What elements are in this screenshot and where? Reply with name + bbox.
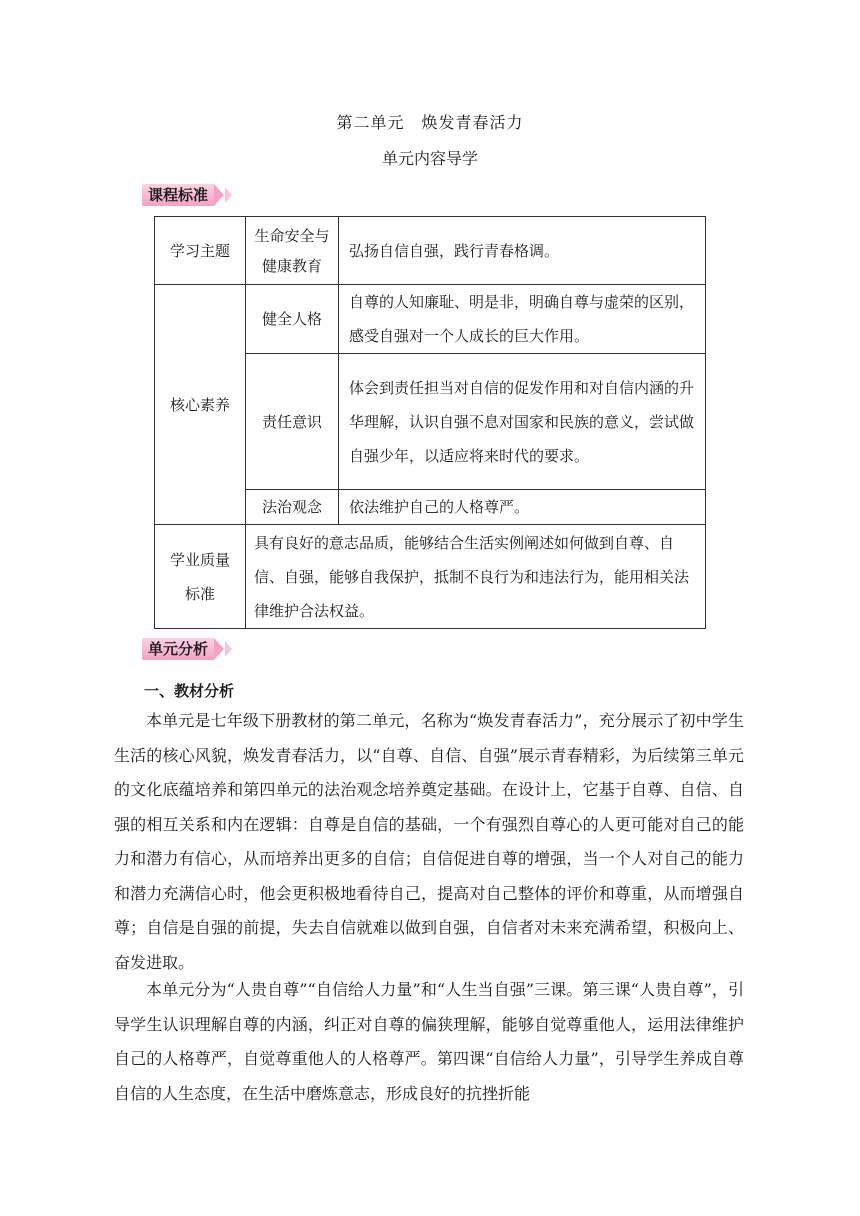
table-row (155, 217, 706, 285)
body-paragraph: 本单元是七年级下册教材的第二单元，名称为“焕发青春活力”，充分展示了初中学生生活的核心风貌，焕发青春活力，以“自尊、自信、自强”展示青春精彩，为后续第三单元的文化底蕴培养和第四单元的法治观念培养奠定基础。在设计上，它基于自尊、自信、自强的相互关系和内在逻辑：自尊是自信的基础，一个有强烈自尊心的人更可能对自己的能力和潜力有信心，从而培养出更多的自信；自信促进自尊的增强，当一个人对自己的能力和潜力充满信心时，他会更积极地看待自己，提高对自己整体的评价和尊重，从而增强自尊；自信是自强的前提，失去自信就难以做到自强，自信者对未来充满希望，积极向上、奋发进取。 (114, 711, 744, 972)
page-subtitle: 单元内容导学 (381, 149, 478, 168)
table-cell: 自尊的人知廉耻、明是非，明确自尊与虚荣的区别，感受自强对一个人成长的巨大作用。 (339, 285, 706, 354)
table-cell: 学业质量标准 (155, 525, 246, 629)
section-tag-label: 单元分析 (142, 638, 214, 660)
table-cell: 学习主题 (155, 217, 246, 285)
unit-title: 第二单元 焕发青春活力 (336, 113, 524, 132)
table-cell: 法治观念 (246, 490, 339, 525)
section-heading: 一、教材分析 (144, 682, 235, 700)
tag-arrow-icon (225, 641, 232, 657)
table-cell: 责任意识 (246, 354, 339, 490)
section-tag-analysis (142, 636, 232, 662)
table-cell: 具有良好的意志品质，能够结合生活实例阐述如何做到自尊、自信、自强，能够自我保护，抵制不良行为和违法行为，能用相关法律维护合法权益。 (246, 525, 706, 629)
table-cell: 体会到责任担当对自信的促发作用和对自信内涵的升华理解，认识自强不息对国家和民族的意义，尝试做自强少年，以适应将来时代的要求。 (339, 354, 706, 490)
table-cell: 生命安全与健康教育 (246, 217, 339, 285)
section-tag-standards (142, 182, 232, 208)
body-paragraph: 本单元分为“人贵自尊”“自信给人力量”和“人生当自强”三课。第三课“人贵自尊”，引导学生认识理解自尊的内涵，纠正对自尊的偏狭理解，能够自觉尊重他人，运用法律维护自己的人格尊严，自觉尊重他人的人格尊严。第四课“自信给人力量”，引导学生养成自尊自信的人生态度，在生活中磨炼意志，形成良好的抗挫折能 (114, 980, 744, 1103)
section-tag-label: 课程标准 (142, 184, 214, 206)
table-cell: 依法维护自己的人格尊严。 (339, 490, 706, 525)
table-cell: 健全人格 (246, 285, 339, 354)
tag-arrow-icon (214, 638, 224, 660)
table-cell: 核心素养 (155, 285, 246, 525)
tag-arrow-icon (225, 187, 232, 203)
tag-arrow-icon (214, 184, 224, 206)
table-row (155, 285, 706, 354)
table-cell: 弘扬自信自强，践行青春格调。 (339, 217, 706, 285)
curriculum-standards-table (154, 216, 706, 629)
table-row (155, 525, 706, 629)
